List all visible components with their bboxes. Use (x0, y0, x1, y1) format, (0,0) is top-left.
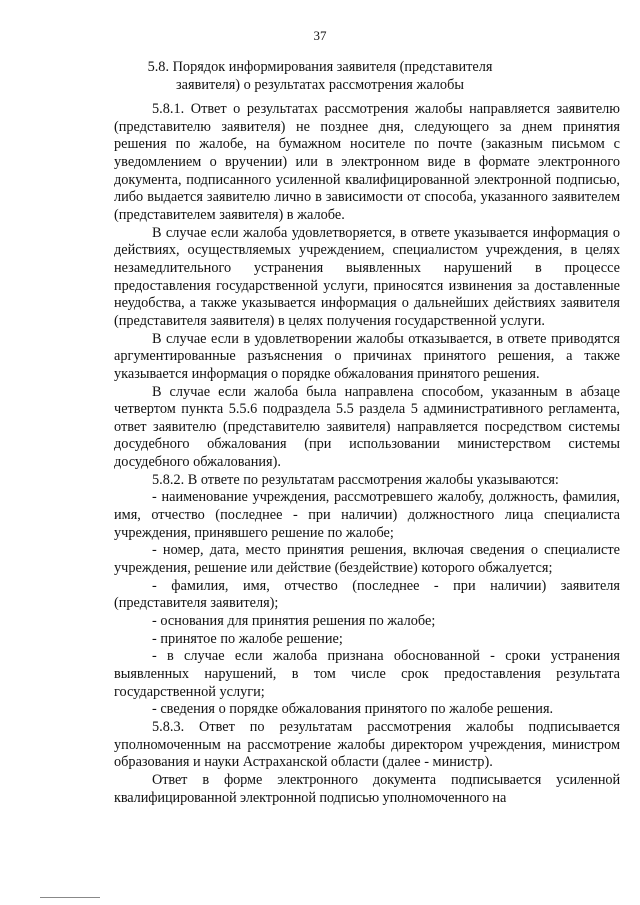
paragraph-pretrial-system: В случае если жалоба была направлена способом, указанным в абзаце четвертом пункта 5.5.6 подраздела 5.5 раздела 5 административного регламента, ответ заявителю (представителю заявителя) направляется посредством системы досудебного обжалования (при использовании министерством системы досудебного обжалования). (114, 383, 620, 471)
list-item: - в случае если жалоба признана обоснованной - сроки устранения выявленных нарушений, в том числе срок предоставления результата государственной услуги; (114, 648, 620, 700)
paragraph-refused: В случае если в удовлетворении жалобы отказывается, в ответе приводятся аргументированные разъяснения о причинах принятого решения, а также указывается информация о порядке обжалования принятого решения. (114, 330, 620, 382)
section-heading: 5.8. Порядок информирования заявителя (представителя заявителя) о результатах рассмотрения жалобы (147, 59, 493, 93)
page-number: 37 (313, 28, 327, 43)
document-body (114, 101, 620, 807)
list-item: - сведения о порядке обжалования принятого по жалобе решения. (152, 701, 554, 718)
list-item: - фамилия, имя, отчество (последнее - при наличии) заявителя (представителя заявителя); (114, 577, 620, 612)
paragraph-5-8-2: 5.8.2. В ответе по результатам рассмотрения жалобы указываются: (152, 471, 559, 488)
list-item: - номер, дата, место принятия решения, включая сведения о специалисте учреждения, решение или действие (бездействие) которого обжалуется; (114, 542, 620, 577)
list-item: - принятое по жалобе решение; (152, 630, 343, 647)
list-item: - наименование учреждения, рассмотревшего жалобу, должность, фамилия, имя, отчество (последнее - при наличии) должностного лица специалиста учреждения, принявшего решение по жалобе; (114, 489, 620, 541)
paragraph-satisfied: В случае если жалоба удовлетворяется, в ответе указывается информация о действиях, осуществляемых учреждением, специалистом учреждения, в целях незамедлительного устранения выявленных нарушений в процессе предоставления государственной услуги, приносятся извинения за доставленные неудобства, а также указывается информация о дальнейших действиях заявителя (представителя заявителя) в целях получения государственной услуги. (114, 224, 620, 329)
paragraph-5-8-1: 5.8.1. Ответ о результатах рассмотрения жалобы направляется заявителю (представителю заявителя) не позднее дня, следующего за днем принятия решения по жалобе, на бумажном носителе по почте (заказным письмом с уведомлением о вручении) или в электронном виде в формате электронного документа, подписанного усиленной квалифицированной электронной подписью, либо выдается заявителю лично в зависимости от способа, указанного заявителем (представителем заявителя) в жалобе. (114, 101, 620, 223)
paragraph-electronic-signature: Ответ в форме электронного документа подписывается усиленной квалифицированной электронной подписью уполномоченного на (114, 771, 620, 806)
list-item: - основания для принятия решения по жалобе; (152, 613, 436, 630)
paragraph-5-8-3: 5.8.3. Ответ по результатам рассмотрения жалобы подписывается уполномоченным на рассмотрение жалобы директором учреждения, министром образования и науки Астраханской области (далее - министр). (114, 718, 620, 771)
footnote-rule (40, 897, 100, 898)
